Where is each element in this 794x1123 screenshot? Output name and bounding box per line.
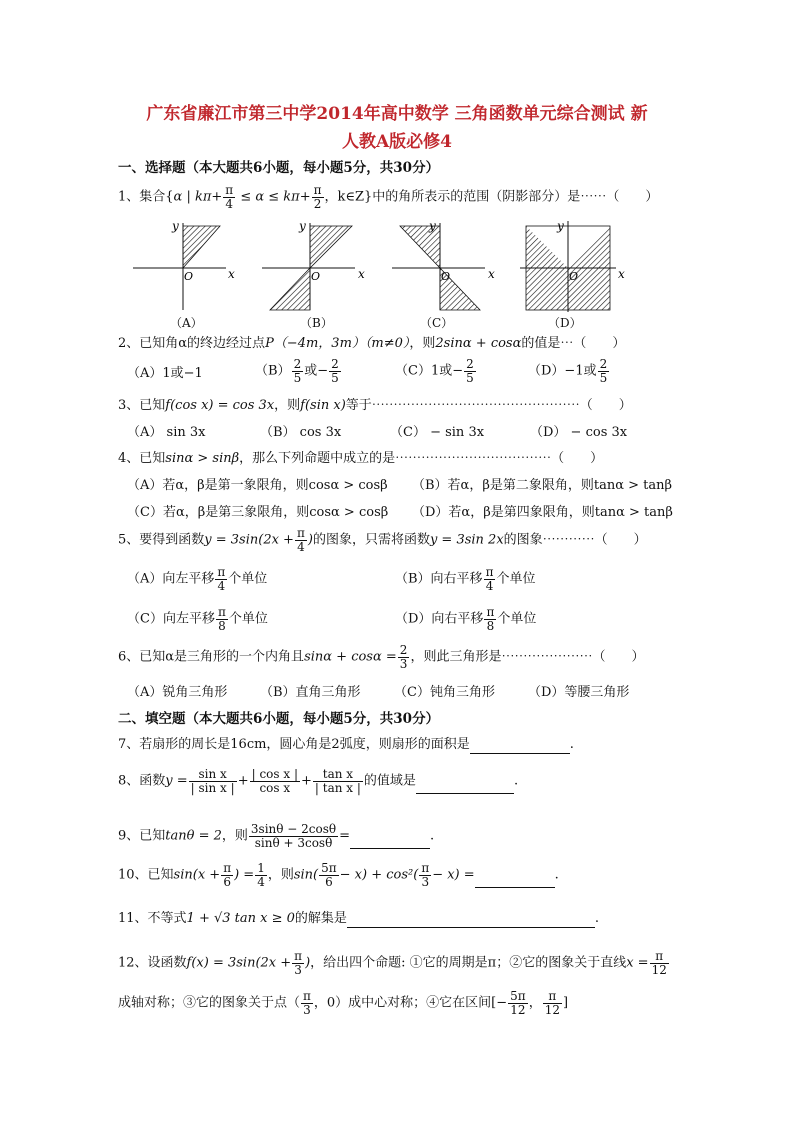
q6-frac-num: 2: [399, 643, 408, 657]
page-title: [100, 100, 694, 156]
q6-expression: sinα + cosα =: [304, 649, 397, 665]
q6-option-b: （B）直角三角形: [260, 685, 361, 700]
q10-frac-2: [255, 862, 267, 888]
fig-a-y-label: y: [172, 219, 179, 233]
q2-b-frac1: [292, 358, 304, 384]
q5-a-frac: [215, 566, 227, 592]
q4-option-d: （D）若α，β是第四象限角，则tanα > tanβ: [412, 505, 673, 520]
q12-f5-den: 12: [544, 1002, 560, 1017]
fig-b-shaded-lower: [270, 268, 310, 310]
question-12: [118, 950, 670, 976]
q1-set-mid2: ≤ α ≤ kπ+: [236, 189, 311, 205]
q8-answer-blank[interactable]: [416, 779, 514, 794]
q8-frac-2: [250, 768, 300, 794]
q1-set-mid: | kπ+: [182, 189, 223, 205]
fig-d-x-label: x: [618, 267, 625, 281]
q3-option-d: （D） − cos 3x: [530, 425, 628, 440]
question-8: [118, 768, 518, 794]
q5-option-c: [127, 606, 268, 632]
q2-stem-b: ，则: [409, 336, 436, 351]
q1-frac-2: [312, 184, 324, 210]
q2-expression: 2sinα + cosα: [435, 336, 522, 351]
q12-mid: ，给出四个命题: ①它的周期是π；②它的图象关于直线: [310, 955, 627, 971]
q2-d-frac: [598, 358, 610, 384]
q12-f1-num: π: [294, 949, 303, 963]
q10-f4-num: π: [421, 861, 430, 875]
q5-frac-num: π: [296, 526, 305, 540]
q5-a-d: 4: [217, 578, 226, 593]
q1-dots: ⋯⋯（ ）: [580, 189, 659, 205]
q2-b-mid: 或−: [304, 363, 329, 379]
q5-option-a: [127, 566, 267, 592]
q2-option-a: （A）1或−1: [127, 366, 203, 381]
q9-frac: [249, 823, 338, 849]
q2-d-pre: （D）−1或: [528, 363, 597, 379]
q5-frac-den: 4: [297, 539, 305, 554]
q3-stem-b: ，则: [274, 398, 301, 413]
q4-option-c: （C）若α，β是第三象限角，则cosα > cosβ: [127, 505, 389, 520]
fig-b-shaded-upper: [310, 226, 352, 268]
q1-frac2-num: π: [313, 183, 322, 197]
q12-f3-num: π: [303, 989, 311, 1003]
question-2: [118, 336, 625, 353]
section-1-heading: 一、选择题（本大题共6小题，每小题5分，共30分）: [118, 160, 440, 176]
fig-d-origin-label: O: [569, 270, 579, 283]
q11-end: .: [594, 911, 600, 926]
q3-expr-1: f(cos x) = cos 3x: [165, 398, 275, 413]
figure-d: [518, 218, 643, 313]
q10-f4-den: 3: [421, 874, 430, 889]
q8-f2-den: cos x: [259, 780, 291, 795]
q8-plus-2: +: [301, 773, 312, 789]
fig-b-x-label: x: [358, 267, 365, 281]
q5-d-frac: [484, 606, 496, 632]
q5-option-b: [395, 566, 535, 592]
q2-d-n: 2: [599, 357, 608, 371]
q6-option-a: （A）锐角三角形: [127, 685, 228, 700]
q9-expr: tanθ = 2: [165, 828, 222, 844]
question-5: [118, 527, 647, 553]
question-9: [118, 823, 434, 849]
q6-stem-a: 6、已知α是三角形的一个内角且: [118, 649, 305, 665]
q5-b-post: 个单位: [496, 571, 536, 587]
q5-option-d: [395, 606, 536, 632]
q12-f1-den: 3: [294, 962, 302, 977]
q10-f1-den: 6: [223, 874, 231, 889]
q3-option-a: （A） sin 3x: [127, 425, 206, 440]
q9-eq: =: [339, 828, 351, 844]
question-10: [118, 862, 559, 888]
q2-option-b: [255, 358, 342, 384]
q5-a-n: π: [217, 565, 226, 579]
fig-a-origin-label: O: [184, 270, 194, 283]
q12-frac-4: [508, 990, 528, 1016]
q3-expr-2: f(sin x): [300, 398, 346, 413]
q5-a-post: 个单位: [228, 571, 268, 587]
question-12-line-2: [118, 990, 568, 1016]
q11-expr: 1 + √3 tan x ≥ 0: [186, 911, 295, 926]
q12-line2-d: ]: [562, 995, 569, 1011]
q3-option-c: （C） − sin 3x: [390, 425, 485, 440]
q12-frac-1: [292, 950, 304, 976]
fig-b-origin-label: O: [311, 270, 321, 283]
q10-expr-e: − x) =: [432, 867, 475, 883]
q2-b-frac2: [329, 358, 341, 384]
q2-c-d: 5: [466, 370, 474, 385]
q2-b-d2: 5: [331, 370, 339, 385]
q5-stem-b: 的图象，只需将函数: [312, 532, 430, 548]
q1-figures: [128, 218, 628, 333]
q1-frac2-den: 2: [313, 196, 322, 211]
q8-pre: 8、函数: [118, 773, 166, 789]
q12-line2-c: ，: [528, 995, 542, 1011]
q5-expr-a: y = 3sin(2x +: [204, 532, 294, 548]
q10-f1-num: π: [223, 861, 232, 875]
q1-frac1-den: 4: [225, 196, 234, 211]
caption-c: （C）: [420, 316, 454, 330]
q5-stem-a: 5、要得到函数: [118, 532, 205, 548]
q5-d-pre: （D）向右平移: [395, 611, 484, 627]
q5-c-frac: [216, 606, 228, 632]
fig-c-origin-label: O: [441, 270, 451, 283]
figure-b: [260, 218, 385, 313]
q10-f3-num: 5π: [321, 861, 337, 875]
q12-frac-2: [650, 950, 669, 976]
q5-c-n: π: [217, 605, 226, 619]
q10-end: .: [554, 867, 559, 883]
q5-expr-2: y = 3sin 2x: [429, 532, 504, 548]
q8-end: .: [513, 773, 519, 789]
fig-a-x-label: x: [228, 267, 235, 281]
q5-c-post: 个单位: [228, 611, 268, 627]
q11-pre: 11、不等式: [118, 911, 187, 926]
q6-option-c: （C）钝角三角形: [394, 685, 495, 700]
question-1: [118, 184, 658, 210]
q12-pre: 12、设函数: [118, 955, 187, 971]
q10-expr-b: ) =: [234, 867, 255, 883]
q10-expr-d: − x) + cos²(: [339, 867, 419, 883]
q6-stem-b: ，则此三角形是⋯⋯⋯⋯⋯⋯⋯（ ）: [410, 649, 645, 665]
q5-c-d: 8: [218, 618, 226, 633]
q12-expr-b: ): [305, 955, 311, 971]
q4-stem-b: ，那么下列命题中成立的是⋯⋯⋯⋯⋯⋯⋯⋯⋯⋯⋯⋯（ ）: [239, 451, 604, 466]
q6-frac: [398, 644, 410, 670]
q5-d-d: 8: [486, 618, 495, 633]
q10-f3-den: 6: [325, 874, 333, 889]
q12-f4-num: 5π: [510, 989, 526, 1003]
q12-expr-c: x =: [626, 955, 649, 971]
q1-set-end: ，k∈Z}中的角所表示的范围（阴影部分）是: [324, 189, 581, 205]
q5-stem-c: 的图象⋯⋯⋯⋯（ ）: [503, 532, 647, 548]
q2-option-c: [395, 358, 477, 384]
question-6: [118, 644, 644, 670]
q3-option-b: （B） cos 3x: [260, 425, 342, 440]
q10-frac-1: [221, 862, 233, 888]
q8-f1-num: sin x: [189, 768, 237, 782]
figure-c: [390, 218, 515, 313]
q1-set-var: α: [173, 189, 183, 205]
q2-option-d: [528, 358, 610, 384]
caption-b: （B）: [300, 316, 333, 330]
title-line-2: 人教A版必修4: [341, 132, 453, 152]
q12-frac-3: [301, 990, 313, 1016]
q12-f4-den: 12: [510, 1002, 526, 1017]
q9-pre: 9、已知: [118, 828, 166, 844]
question-3: [118, 398, 632, 415]
q2-b-n2: 2: [331, 357, 339, 371]
q11-answer-blank[interactable]: [347, 913, 595, 928]
q4-expression: sinα > sinβ: [165, 451, 240, 466]
q2-c-n: 2: [466, 357, 474, 371]
q8-plus-1: +: [237, 773, 249, 789]
q10-frac-3: [319, 862, 339, 888]
q10-pre: 10、已知: [118, 867, 174, 883]
q2-b-pre: （B）: [255, 363, 291, 379]
q8-post: 的值域是: [363, 773, 416, 789]
q8-frac-1: [189, 768, 237, 794]
q10-f2-den: 4: [257, 874, 265, 889]
q9-mid: ，则: [221, 828, 248, 844]
question-4: [118, 451, 603, 468]
q10-mid: ，则: [267, 867, 294, 883]
q12-f2-num: π: [650, 950, 669, 964]
q5-b-frac: [484, 566, 496, 592]
q6-option-d: （D）等腰三角形: [528, 685, 630, 700]
q10-expr-c: sin(: [293, 867, 319, 883]
fig-c-y-label: y: [429, 219, 436, 233]
q12-line2-a: 成轴对称；③它的图象关于点（: [118, 995, 301, 1011]
q5-d-post: 个单位: [497, 611, 537, 627]
q2-b-n1: 2: [293, 357, 302, 371]
section-2-heading: 二、填空题（本大题共6小题，每小题5分，共30分）: [118, 711, 440, 727]
question-7: [118, 737, 574, 754]
q2-point: P（−4m，3m）（m≠0）: [265, 336, 410, 351]
q9-frac-den: sinθ + 3cosθ: [254, 835, 333, 850]
q5-expr-b: ): [307, 532, 313, 548]
q5-frac: [295, 527, 307, 553]
q7-end: .: [569, 737, 574, 752]
q10-answer-blank[interactable]: [475, 873, 555, 888]
q1-frac1-num: π: [225, 183, 234, 197]
q9-answer-blank[interactable]: [350, 834, 430, 849]
q1-prefix: 1、集合{: [118, 189, 174, 205]
q1-frac-1: [223, 184, 235, 210]
q11-post: 的解集是: [294, 911, 347, 926]
q12-f2-den: 12: [651, 962, 667, 977]
q4-stem-a: 4、已知: [118, 451, 166, 466]
fig-b-y-label: y: [299, 219, 306, 233]
q4-option-a: （A）若α，β是第一象限角，则cosα > cosβ: [127, 478, 388, 493]
q5-b-n: π: [485, 565, 494, 579]
caption-d: （D）: [548, 316, 582, 330]
q5-d-n: π: [486, 605, 495, 619]
figure-a: [128, 218, 253, 313]
q10-frac-4: [419, 862, 431, 888]
q10-f2-num: 1: [257, 861, 265, 875]
q7-text: 7、若扇形的周长是16cm，圆心角是2弧度，则扇形的面积是: [118, 737, 470, 752]
q2-b-d1: 5: [293, 370, 302, 385]
q2-stem-a: 2、已知角α的终边经过点: [118, 336, 266, 351]
q8-f2-num: | cos x |: [251, 767, 298, 781]
q12-f3-den: 3: [303, 1002, 311, 1017]
q5-a-pre: （A）向左平移: [127, 571, 215, 587]
q3-stem-a: 3、已知: [118, 398, 166, 413]
fig-a-shaded-region: [183, 226, 220, 268]
q12-line2-b: ，0）成中心对称；④它在区间[−: [313, 995, 508, 1011]
q12-f5-num: π: [543, 990, 562, 1004]
q5-b-pre: （B）向右平移: [395, 571, 483, 587]
q10-expr-a: sin(x +: [173, 867, 221, 883]
q8-expr: y =: [165, 773, 188, 789]
caption-a: （A）: [170, 316, 203, 330]
q2-c-frac: [464, 358, 476, 384]
question-11: [118, 911, 599, 928]
q8-f3-den: | tan x |: [314, 780, 361, 795]
q7-answer-blank[interactable]: [470, 739, 570, 754]
fig-d-y-label: y: [557, 219, 564, 233]
q3-stem-c: 等于⋯⋯⋯⋯⋯⋯⋯⋯⋯⋯⋯⋯⋯⋯⋯⋯（ ）: [345, 398, 632, 413]
q4-option-b: （B）若α，β是第二象限角，则tanα > tanβ: [412, 478, 672, 493]
q9-end: .: [430, 828, 435, 844]
q5-c-pre: （C）向左平移: [127, 611, 215, 627]
q12-expr-a: f(x) = 3sin(2x +: [186, 955, 292, 971]
q2-d-d: 5: [599, 370, 608, 385]
q2-stem-c: 的值是⋯（ ）: [521, 336, 626, 351]
q12-frac-5: [543, 990, 562, 1016]
q8-f1-den: | sin x |: [190, 780, 235, 795]
title-line-1: 广东省廉江市第三中学2014年高中数学 三角函数单元综合测试 新: [146, 104, 648, 124]
q5-b-d: 4: [485, 578, 494, 593]
fig-c-x-label: x: [488, 267, 495, 281]
q8-f3-num: tan x: [313, 768, 363, 782]
q6-frac-den: 3: [399, 656, 408, 671]
q8-frac-3: [313, 768, 363, 794]
q9-frac-num: 3sinθ − 2cosθ: [250, 822, 337, 836]
q2-c-pre: （C）1或−: [395, 363, 464, 379]
